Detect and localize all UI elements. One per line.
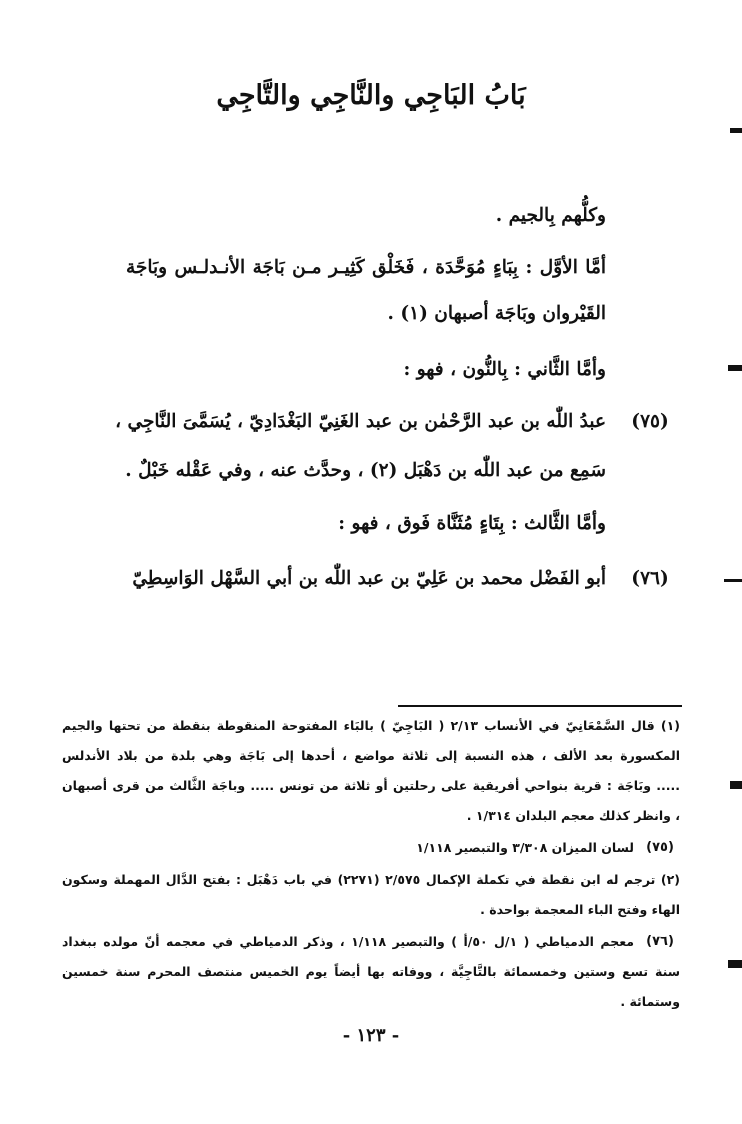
footnote-76-line-2: سنة تسع وستين وخمسمائة بالتَّاجِيَّة ، ووفاته بها أيضاً يوم الخميس منتصف المحرم سنة خمسين bbox=[62, 964, 680, 979]
footnote-76-line-1: معجم الدمياطي ( ١/ل ٥٠/أ ) والتبصير ١/١١٨ ، وذكر الدمياطي في معجمه أنّ مولده ببغداد bbox=[62, 934, 634, 949]
footnote-76-line-3: وستمائة . bbox=[620, 994, 680, 1009]
first-paragraph-line-1: أمَّا الأوَّل : بِبَاءٍ مُوَحَّدَة ، فَخَلْق كَثِيـر مـن بَاجَة الأنـدلـس وبَاجَة bbox=[126, 257, 606, 278]
footnote-1-line-2: المكسورة بعد الألف ، هذه النسبة إلى ثلاثة مواضع ، أحدها إلى بَاجَة وهي بلدة من بلاد الأندلس bbox=[62, 748, 680, 763]
footnote-separator bbox=[398, 705, 682, 707]
scan-edge-mark bbox=[728, 365, 742, 371]
page-number: - ١٢٣ - bbox=[342, 1025, 400, 1046]
scan-edge-mark bbox=[730, 128, 742, 133]
first-paragraph-line-2: القَيْروان وبَاجَة أصبهان (١) . bbox=[387, 303, 606, 324]
entry-75-line-2: سَمِع من عبد اللّٰه بن دَهْبَل (٢) ، وحدَّث عنه ، وفي عَقْله خَبْلٌ . bbox=[125, 460, 606, 481]
footnote-75-line-1: لسان الميزان ٣/٣٠٨ والتبصير ١/١١٨ bbox=[416, 840, 634, 855]
footnote-76-number: (٧٦) bbox=[646, 934, 674, 949]
entry-76-number: (٧٦) bbox=[631, 568, 669, 589]
footnote-2-line-2: الهاء وفتح الباء المعجمة بواحدة . bbox=[480, 902, 680, 917]
third-heading: وأمَّا الثَّالث : بِتَاءٍ مُثَنَّاة فَوق ، فهو : bbox=[338, 513, 606, 534]
chapter-title: بَابُ البَاجِي والنَّاجِي والتَّاجِي bbox=[216, 80, 526, 111]
footnote-75-number: (٧٥) bbox=[646, 840, 674, 855]
footnote-1-line-3: ..... وبَاجَة : قرية بنواحي أفريقية على رحلتين أو ثلاثة من تونس ..... وباجَة الثَّالث من قرى أصبهان bbox=[62, 778, 680, 793]
entry-76-line-1: أبو الفَضْل محمد بن عَلِيّ بن عبد اللّٰه بن أبي السَّهْل الوَاسِطِيّ bbox=[132, 568, 606, 589]
footnote-1-line-4: ، وانظر كذلك معجم البلدان ١/٣١٤ . bbox=[466, 808, 680, 823]
scan-edge-mark bbox=[724, 579, 742, 582]
second-heading: وأمَّا الثَّاني : بِالنُّون ، فهو : bbox=[403, 359, 606, 380]
scan-edge-mark bbox=[728, 960, 742, 968]
scan-edge-mark bbox=[730, 781, 742, 789]
footnote-1-line-1: (١) قال السَّمْعَانِيّ في الأنساب ٢/١٣ ( البَاجِيّ ) بالبَاء المفتوحة المنقوطة بنقطة من تحتها والجيم bbox=[62, 718, 680, 733]
intro-line: وكلُّهم بِالجيم . bbox=[495, 205, 606, 226]
footnote-2-line-1: (٢) ترجم له ابن نقطة في تكملة الإكمال ٢/٥٧٥ (٢٢٧١) في باب دَهْبَل : بفتح الدَّال المهملة وسكون bbox=[62, 872, 680, 887]
entry-75-number: (٧٥) bbox=[631, 411, 669, 432]
entry-75-line-1: عبدُ اللّٰه بن عبد الرَّحْمٰن بن عبد الغَنِيّ البَغْدَادِيّ ، يُسَمَّىَ النَّاجِي ، bbox=[115, 411, 606, 432]
